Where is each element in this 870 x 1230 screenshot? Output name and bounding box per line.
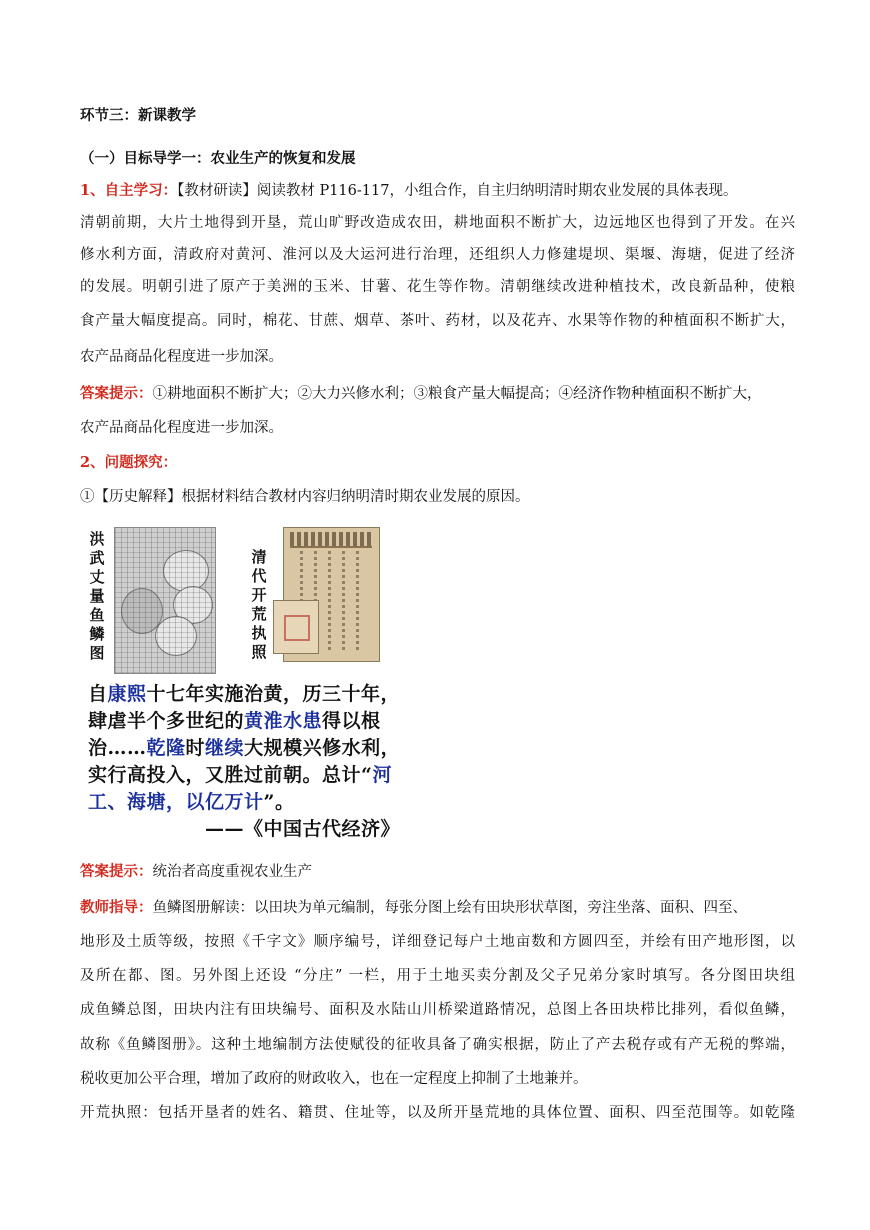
quote-segment: 实行高投入，又胜过前朝。总计“ [88,764,373,786]
quote-segment: 治…… [88,737,147,759]
caption-char: 武 [89,549,105,567]
answer1-line2: 农产品商品化程度进一步加深。 [80,420,283,436]
caption-char: 丈 [89,568,105,586]
caption-char: 量 [89,587,105,605]
quote-line [88,735,400,762]
caption-char: 照 [251,643,267,661]
quote-segment: 大规模兴修水利， [244,737,401,759]
teacher-line: 地形及土质等级，按照《千字文》顺序编号，详细登记每户土地亩数和方圆四至，并绘有田产地形图，以 [80,934,795,950]
quote-line [88,708,381,735]
passage-line: 食产量大幅度提高。同时，棉花、甘蔗、烟草、茶叶、药材，以及花卉、水果等作物的种植面积不断扩大， [80,313,795,329]
quote-segment: ——《中国古代经济》 [205,818,401,840]
caption-char: 荒 [251,605,267,623]
quote-segment: 肆虐半个多世纪的 [88,710,245,732]
teacher-text: 鱼鳞图册解读：以田块为单元编制，每张分图上绘有田块形状草图，旁注坐落、面积、四至、 [152,900,747,916]
answer2-text: 统治者高度重视农业生产 [152,864,312,880]
teacher-label: 教师指导： [80,899,153,916]
quote-line [88,681,400,708]
quote-line [205,816,400,843]
quote-segment: 黄淮水患 [244,710,323,732]
quote-segment: 河 [372,764,392,786]
inquiry-question: ①【历史解释】根据材料结合教材内容归纳明清时期农业发展的原因。 [80,489,530,505]
answer2-label: 答案提示： [80,863,153,880]
self-study-text: 【教材研读】阅读教材 P116-117，小组合作，自主归纳明清时期农业发展的具体表现。 [177,183,738,199]
map-caption [88,530,106,663]
inquiry-label: 2、问题探究： [80,454,178,471]
quote-segment: 康熙 [107,683,147,705]
land-deed-small-image [273,600,319,654]
quote-segment: ”。 [263,791,295,813]
caption-char: 鳞 [89,625,105,643]
caption-char: 执 [251,624,267,642]
answer1-label: 答案提示： [80,385,153,402]
passage-line: 清朝前期，大片土地得到开垦，荒山旷野改造成农田，耕地面积不断扩大，边远地区也得到了开发。在兴 [80,215,795,231]
section-title: 环节三：新课教学 [80,107,196,124]
caption-char: 鱼 [89,606,105,624]
quote-segment: 十七年实施治黄，历三十年， [146,683,401,705]
passage-line: 农产品商品化程度进一步加深。 [80,349,283,365]
quote-segment: 得以根 [322,710,381,732]
quote-segment: 工、海塘，以亿万计 [88,791,264,813]
caption-char: 图 [89,644,105,662]
caption-char: 清 [251,548,267,566]
teacher-line: 税收更加公平合理，增加了政府的财政收入，也在一定程度上抑制了土地兼并。 [80,1071,588,1087]
self-study-line [80,181,795,201]
answer1-text: ①耕地面积不断扩大；②大力兴修水利；③粮食产量大幅提高；④经济作物种植面积不断扩大， [152,386,762,402]
teacher-line: 及所在都、图。另外图上还设 “分庄” 一栏，用于土地买卖分割及父子兄弟分家时填写。各分图田块组 [80,968,795,984]
caption-char: 代 [251,567,267,585]
passage-line: 修水利方面，清政府对黄河、淮河以及大运河进行治理，还组织人力修建堤坝、渠堰、海塘，促进了经济 [80,247,795,263]
passage-line: 的发展。明朝引进了原产于美洲的玉米、甘薯、花生等作物。清朝继续改进种植技术，改良新品种，使粮 [80,279,795,295]
quote-segment: 继续 [205,737,245,759]
answer2-line [80,862,795,882]
caption-char: 开 [251,586,267,604]
quote-line [88,762,392,789]
teacher-line [80,898,795,918]
fish-scale-map-image [114,527,216,674]
quote-segment: 自 [88,683,108,705]
self-study-label: 1、自主学习： [80,182,178,199]
subsection-title: （一）目标导学一：农业生产的恢复和发展 [80,150,356,167]
caption-char: 洪 [89,530,105,548]
quote-segment: 乾隆 [146,737,186,759]
answer1-line1 [80,384,795,404]
deed-caption [250,548,268,662]
teacher-line: 成鱼鳞总图，田块内注有田块编号、面积及水陆山川桥梁道路情况，总图上各田块栉比排列，看似鱼鳞， [80,1002,795,1018]
quote-segment: 时 [185,737,206,759]
quote-line [88,789,294,816]
last-line: 开荒执照：包括开垦者的姓名、籍贯、住址等，以及所开垦荒地的具体位置、面积、四至范围等。如乾隆 [80,1105,795,1121]
teacher-line: 故称《鱼鳞图册》。这种土地编制方法使赋役的征收具备了确实根据，防止了产去税存或有产无税的弊端， [80,1037,795,1053]
